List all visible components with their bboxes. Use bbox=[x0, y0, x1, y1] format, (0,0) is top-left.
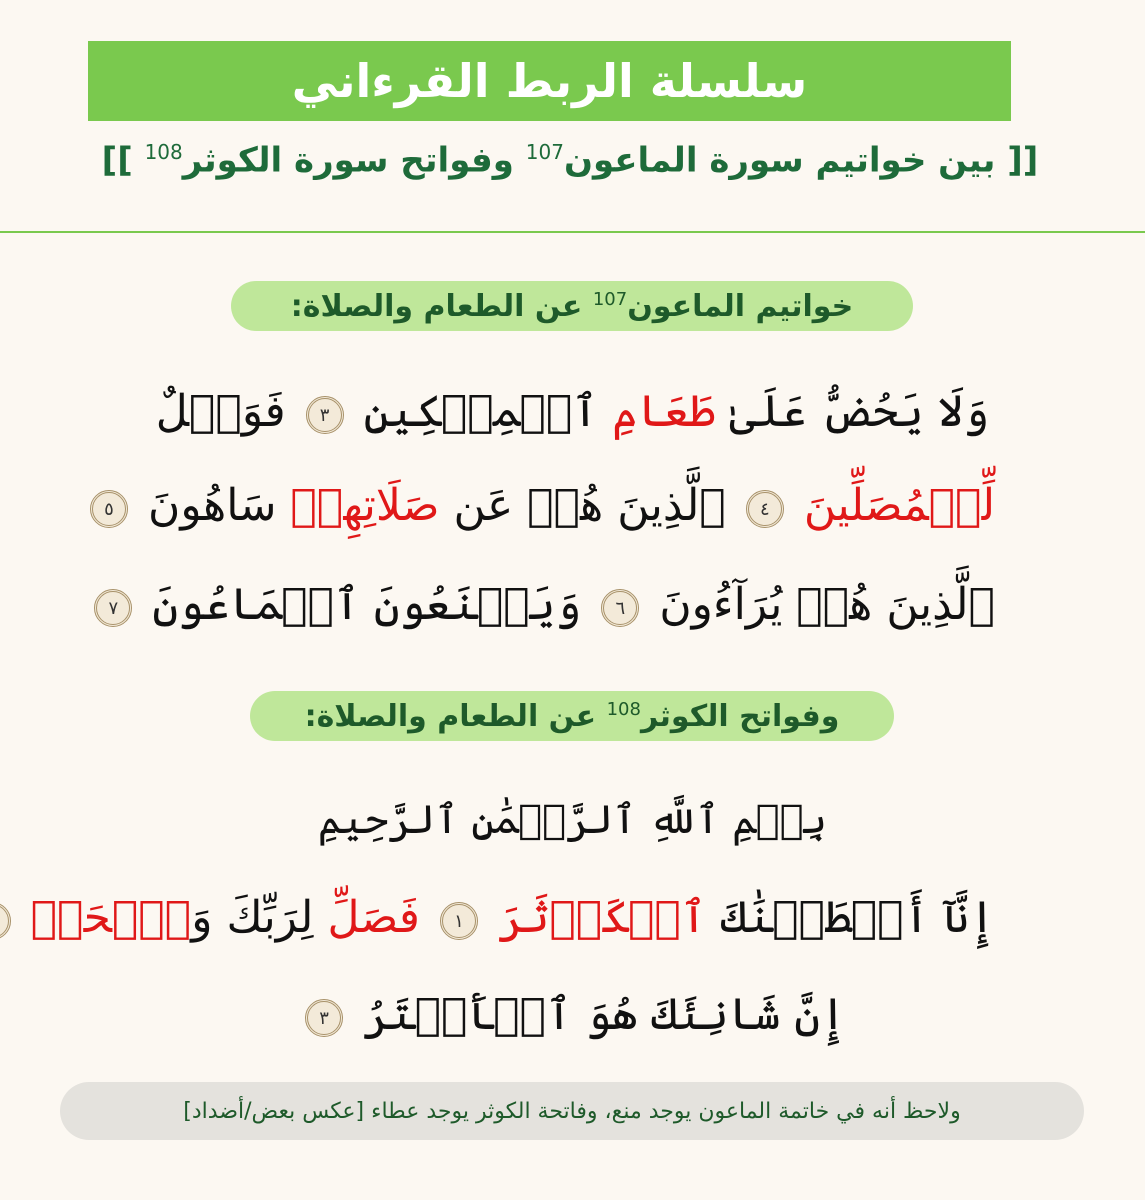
verse-text: ٱلۡمِسۡكِينِ bbox=[363, 386, 613, 437]
verse-text: ٱلَّذِينَ هُمۡ يُرَآءُونَ bbox=[659, 579, 995, 630]
ayah-number-marker: ٣ bbox=[305, 999, 343, 1037]
title-banner bbox=[88, 41, 1011, 121]
section-heading-text bbox=[305, 699, 840, 734]
heading-part1: خواتيم الماعون bbox=[627, 288, 854, 324]
ayah-number-marker: ٥ bbox=[90, 490, 128, 528]
ayah-number-marker: ٦ bbox=[601, 589, 639, 627]
verse-highlight: صَلَاتِهِمۡ bbox=[290, 480, 440, 531]
ayah-number-marker bbox=[0, 902, 11, 940]
subtitle-open-bracket: [[ bbox=[1007, 140, 1039, 181]
footer-note-text: ولاحظ أنه في خاتمة الماعون يوجد منع، وفاتحة الكوثر يوجد عطاء [عكس بعض/أضداد] bbox=[183, 1098, 961, 1124]
verse-text: فَوَيۡلٌ bbox=[155, 386, 286, 437]
verse-text: إِنَّ شَانِئَكَ هُوَ ٱلۡأَبۡتَرُ bbox=[363, 989, 846, 1040]
section-heading-maun bbox=[231, 281, 913, 331]
heading-num: 107 bbox=[592, 288, 628, 310]
verse-highlight: طَعَامِ bbox=[612, 386, 716, 437]
subtitle bbox=[100, 140, 1040, 200]
verse-highlight: ٱنۡحَرۡ bbox=[30, 892, 192, 943]
verse-line bbox=[150, 372, 995, 452]
verse-text: لِرَبِّكَ وَ bbox=[191, 892, 328, 943]
section-heading-kawthar bbox=[250, 691, 894, 741]
verse-line bbox=[108, 565, 995, 645]
verse-text: وَيَمۡنَعُونَ ٱلۡمَاعُونَ bbox=[152, 579, 582, 630]
ayah-number-marker: ١ bbox=[440, 902, 478, 940]
verse-highlight: ٱلۡكَوۡثَرَ bbox=[497, 892, 707, 943]
heading-part2: عن الطعام والصلاة: bbox=[304, 698, 607, 734]
heading-part1: وفواتح الكوثر bbox=[640, 698, 840, 734]
section-heading-text bbox=[291, 289, 853, 324]
subtitle-part2: وفواتح سورة الكوثر bbox=[182, 140, 526, 181]
verse-highlight: لِّلۡمُصَلِّينَ bbox=[803, 480, 995, 531]
verse-highlight: فَصَلِّ bbox=[327, 892, 420, 943]
verse-line bbox=[30, 878, 995, 958]
heading-num: 108 bbox=[606, 698, 641, 720]
heading-part2: عن الطعام والصلاة: bbox=[290, 288, 593, 324]
basmala: بِسۡمِ ٱللَّهِ ٱلرَّحۡمَٰنِ ٱلرَّحِيمِ bbox=[317, 797, 828, 843]
verse-text: ٱلَّذِينَ هُمۡ عَن bbox=[439, 480, 726, 531]
footer-note bbox=[60, 1082, 1084, 1140]
subtitle-part1: بين خواتيم سورة الماعون bbox=[563, 140, 996, 181]
subtitle-num2: 108 bbox=[144, 140, 183, 164]
verse-text: إِنَّآ أَعۡطَيۡنَٰكَ bbox=[706, 892, 995, 943]
verse-text: وَلَا يَحُضُّ عَلَىٰ bbox=[715, 386, 990, 437]
subtitle-num1: 107 bbox=[525, 140, 564, 164]
subtitle-close-bracket: ]] bbox=[101, 140, 133, 181]
ayah-number-marker: ٣ bbox=[306, 396, 344, 434]
divider bbox=[0, 231, 1145, 233]
verse-text: سَاهُونَ bbox=[148, 480, 291, 531]
verse-line bbox=[150, 975, 995, 1055]
ayah-number-marker: ٧ bbox=[94, 589, 132, 627]
verse-line bbox=[104, 466, 995, 546]
page-title: سلسلة الربط القرءاني bbox=[291, 54, 808, 108]
ayah-number-marker: ٤ bbox=[746, 490, 784, 528]
